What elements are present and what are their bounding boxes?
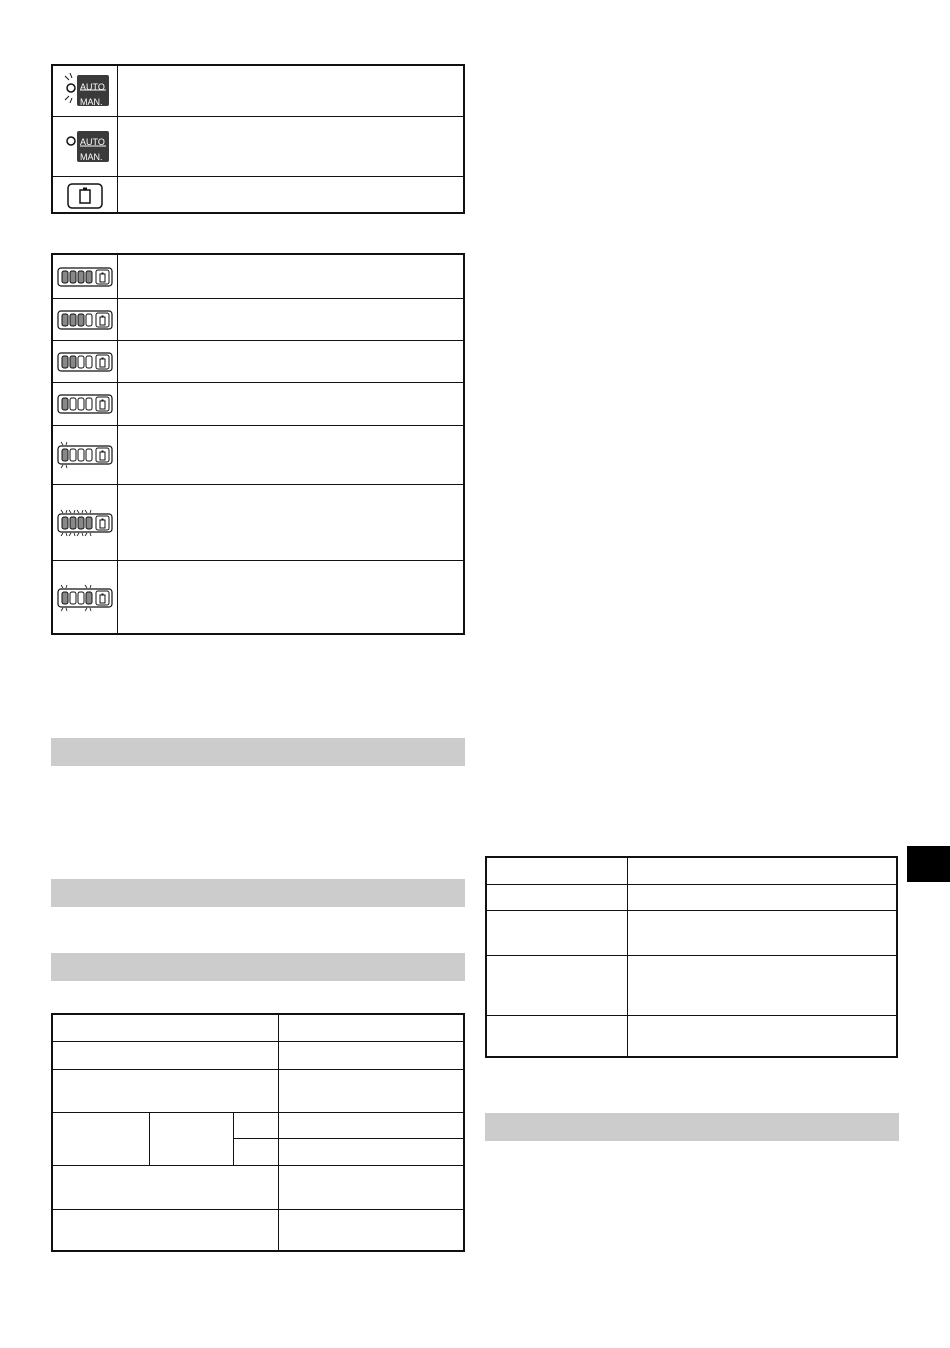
table-row (487, 1015, 896, 1016)
auto-label: AUTO (80, 137, 105, 147)
battery-1-bar-blinking-icon (53, 426, 117, 484)
section-heading-band (51, 953, 465, 981)
battery-4-bars-icon (53, 255, 117, 298)
section-heading-band (485, 1113, 899, 1141)
table-row (487, 910, 896, 911)
battery-all-bars-blinking-icon (53, 485, 117, 560)
mode-row-blinking (53, 66, 463, 116)
mode-row-lit (53, 116, 463, 176)
battery-level-table (51, 253, 465, 635)
battery-level-row (53, 382, 463, 425)
battery-level-row (53, 484, 463, 560)
battery-level-row (53, 560, 463, 635)
table-row (53, 1209, 463, 1210)
table-row (487, 884, 896, 885)
battery-2-bars-icon (53, 341, 117, 382)
battery-3-bars-icon (53, 299, 117, 340)
section-heading-band (51, 738, 465, 766)
mode-indicator-table (51, 64, 465, 214)
right-spec-table (485, 856, 898, 1058)
table-row (53, 1165, 463, 1166)
battery-level-row (53, 425, 463, 484)
table-row (233, 1138, 463, 1139)
battery-1-bar-icon (53, 383, 117, 425)
man-label: MAN. (80, 152, 103, 162)
battery-level-row (53, 340, 463, 382)
table-row (487, 955, 896, 956)
battery-level-row (53, 255, 463, 298)
mode-row-battery (53, 176, 463, 214)
battery-icon (53, 177, 117, 214)
left-spec-table (51, 1013, 465, 1252)
section-heading-band (51, 879, 465, 907)
table-row (53, 1041, 463, 1042)
battery-alternating-blinking-icon (53, 561, 117, 635)
table-row (53, 1112, 463, 1113)
man-label: MAN. (80, 97, 103, 107)
auto-label: AUTO (80, 82, 105, 92)
table-row (53, 1069, 463, 1070)
battery-level-row (53, 298, 463, 340)
language-side-tab (907, 846, 950, 882)
